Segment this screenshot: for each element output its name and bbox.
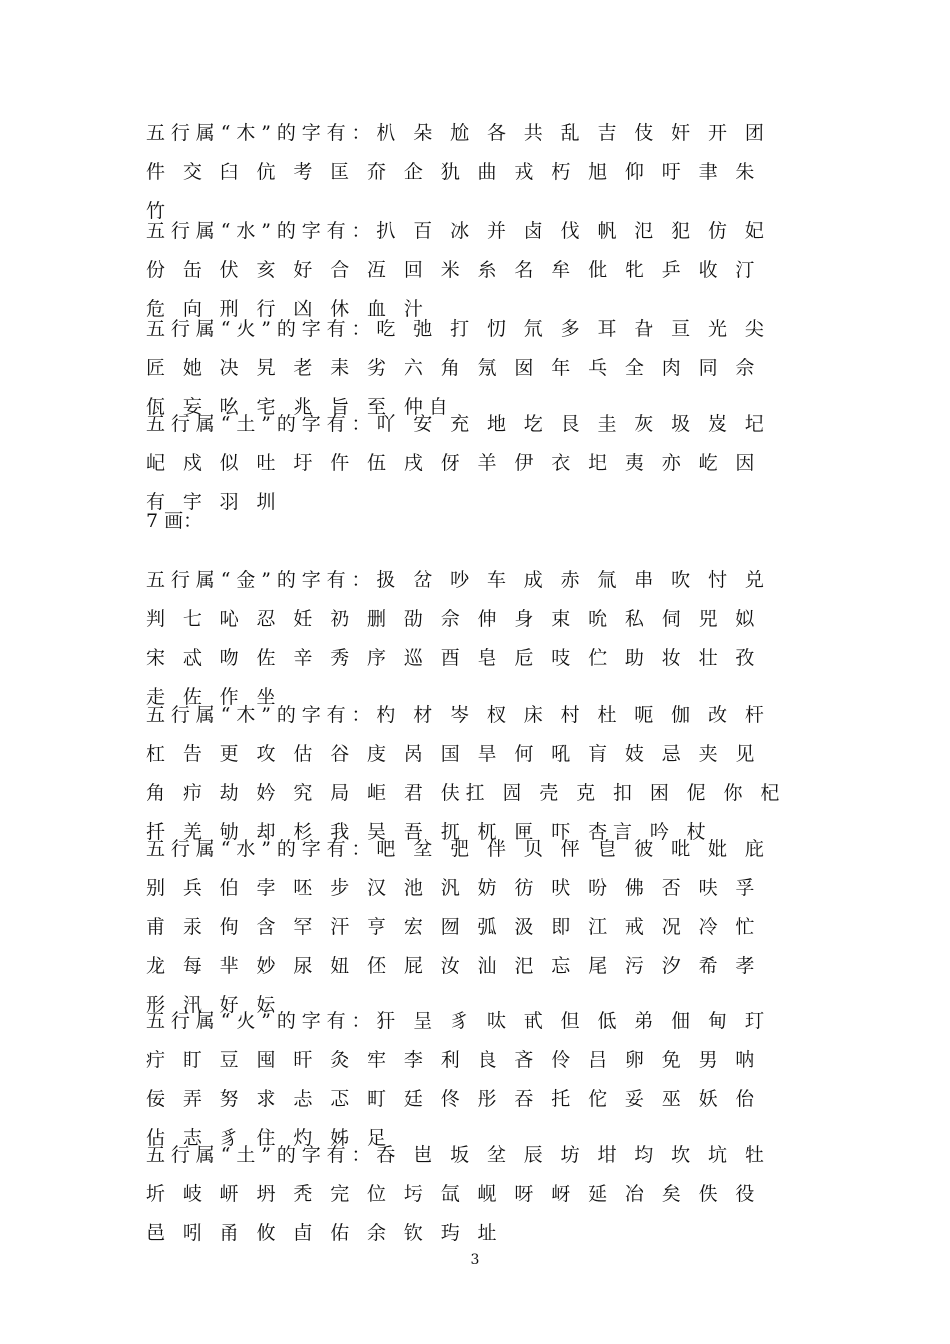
paragraph-earth-7-strokes: 五行属“土”的字有：呑 岜 坂 坌 辰 坊 坩 均 坎 坑 牡 圻 岐 岍 坍 秃 完 位 圬 氙 岘 呀 岈 延 冶 矣 佚 役 邑 吲 甬 攸 卣 佑 余 钦 玙 址 xyxy=(146,1144,770,1244)
paragraph-water-7-strokes: 五行属“水”的字有：吧 坌 弝 伴 贝 伻 皀 彼 吡 妣 庇 别 兵 伯 孛 呸 步 汉 池 汎 妨 彷 吠 吩 佛 否 呋 孚 甫 汞 佝 含 罕 汗 亨 宏 囫 弧 汲 即 江 戒 况 冷 忙 龙 每 芈 妙 尿 妞 伾 屁 汝 汕 汜 忘 尾 污 汐 希 孝 形 汛 好 妘 xyxy=(146,838,770,1016)
paragraph-fire-7-strokes: 五行属“火”的字有：犴 呈 豸 呔 甙 但 低 弟 佃 甸 玎 疔 盯 豆 囤 旰 灸 牢 李 利 良 吝 伶 吕 卵 免 男 呐 佞 弄 努 求 忐 忑 町 廷 佟 彤 吞 托 佗 妥 巫 妖 佁 佔 志 豸 住 灼 姊 足 xyxy=(146,1010,770,1149)
paragraph-water-6-strokes: 五行属“水”的字有：扒 百 冰 并 卤 伐 帆 氾 犯 仿 妃 份 缶 伏 亥 好 合 冱 回 米 糸 名 牟 仳 牝 乒 收 汀 危 向 刑 行 凶 休 血 汁 xyxy=(146,220,770,320)
paragraph-fire-6-strokes: 五行属“火”的字有：吃 弛 打 忉 氘 多 耳 旮 亘 光 尖 匠 她 决 旯 老 耒 劣 六 角 氖 囡 年 乓 全 肉 同 佘 佤 妄 吆 宅 兆 旨 至 仲自 xyxy=(146,318,770,418)
paragraph-metal-7-strokes: 五行属“金”的字有：扱 岔 吵 车 成 赤 氚 串 吹 忖 兑 判 七 吣 忍 妊 礽 删 劭 佘 伸 身 束 吮 私 伺 兕 姒 宋 忒 吻 佐 辛 秀 序 巡 酉 皂 卮 吱 伫 助 妆 壮 孜 走 佐 作 坐 xyxy=(146,569,770,708)
page-number: 3 xyxy=(470,1252,480,1268)
paragraph-wood-7-strokes: 五行属“木”的字有：杓 材 岑 杈 床 村 杜 呃 伽 改 杆 杠 告 更 攻 估 谷 庋 呙 国 旱 何 吼 肓 妓 忌 夹 见 角 疖 劫 妗 究 局 岠 君 伕扛 囥 壳 克 扣 困 伲 你 杞 扦 羌 劬 却 杉 我 吴 吾 扤 杌 匣 吓 杏言 吟 杖 xyxy=(146,704,786,843)
paragraph-wood-6-strokes: 五行属“木”的字有：朳 朵 尬 各 共 乱 吉 伎 奸 开 团 件 交 臼 伉 考 匡 夼 企 犰 曲 戎 朽 旭 仰 吁 聿 朱 竹 xyxy=(146,122,770,222)
section-heading-7-strokes: 7 画： xyxy=(146,510,203,532)
paragraph-earth-6-strokes: 五行属“土”的字有：吖 安 充 地 圪 艮 圭 灰 圾 岌 圮 屺 戍 似 吐 圩 仵 伍 戌 伢 羊 伊 衣 圯 夷 亦 屹 因 有 宇 羽 圳 xyxy=(146,413,770,513)
